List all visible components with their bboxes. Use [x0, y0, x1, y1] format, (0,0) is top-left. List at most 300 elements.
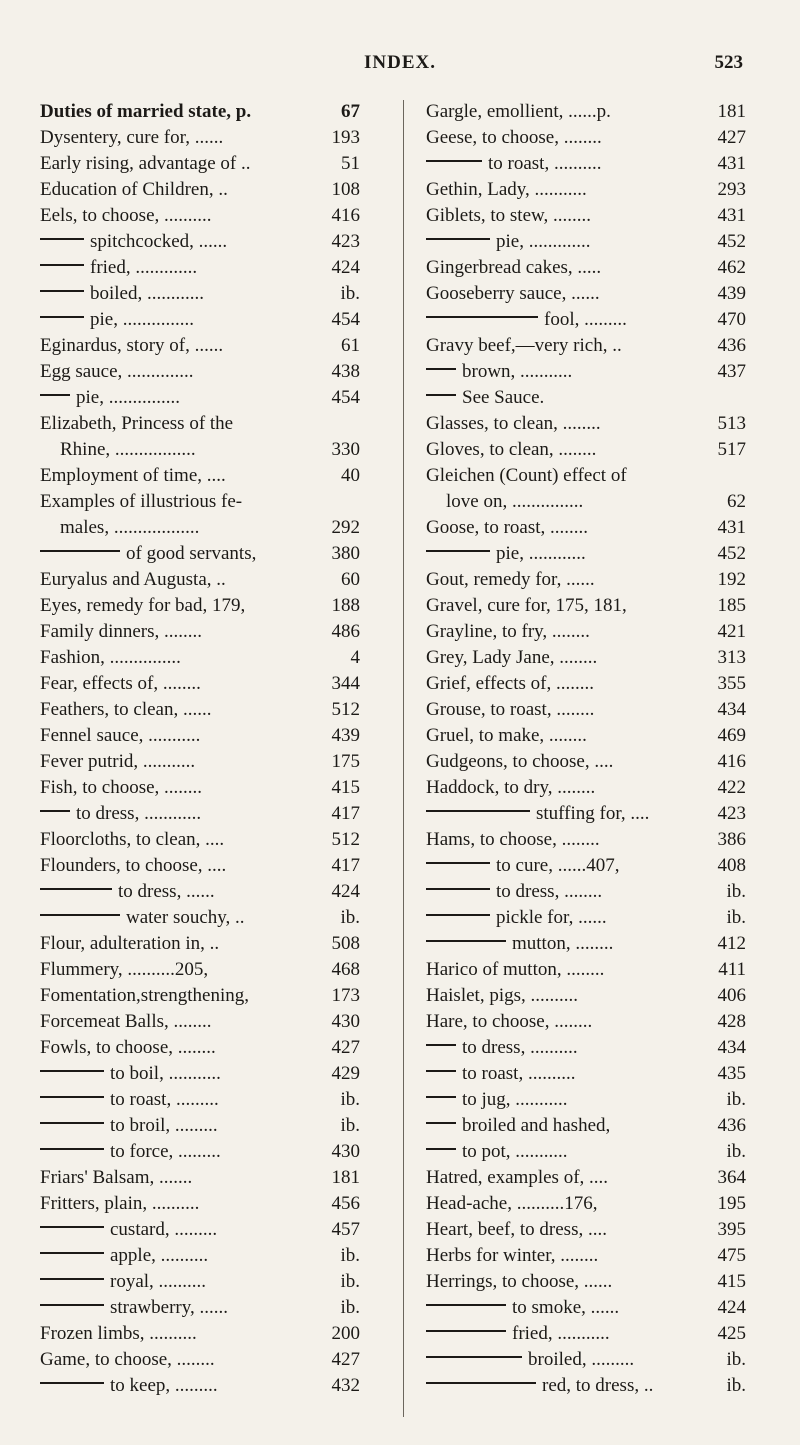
entry-text	[40, 1113, 218, 1139]
index-entry	[426, 567, 746, 593]
entry-label: to smoke, ......	[512, 1297, 620, 1318]
ditto-dash	[40, 1382, 104, 1384]
ditto-dash	[426, 1070, 456, 1072]
index-entry	[426, 385, 746, 411]
entry-page-number: 517	[717, 439, 746, 460]
entry-page-number: 432	[331, 1375, 360, 1396]
index-entry	[40, 931, 360, 957]
index-entry	[426, 125, 746, 151]
entry-page-number: 454	[331, 309, 360, 330]
index-entry	[426, 229, 746, 255]
entry-page-number: 436	[717, 335, 746, 356]
entry-page-number: 475	[717, 1245, 746, 1266]
entry-text	[40, 307, 194, 333]
entry-page-number: 470	[717, 309, 746, 330]
entry-page-number: 422	[717, 777, 746, 798]
index-entry	[426, 1113, 746, 1139]
entry-label: Heart, beef, to dress, ....	[426, 1219, 607, 1240]
index-entry	[40, 567, 360, 593]
entry-text	[40, 1217, 217, 1243]
entry-page-number: 4	[350, 647, 360, 668]
entry-label: custard, .........	[110, 1219, 218, 1240]
entry-text	[40, 489, 242, 515]
entry-page-number: 416	[331, 205, 360, 226]
index-entry	[426, 411, 746, 437]
entry-text	[40, 1321, 197, 1347]
index-entry	[40, 437, 360, 463]
entry-label: stuffing for, ....	[536, 803, 650, 824]
entry-text	[426, 801, 649, 827]
entry-page-number: 431	[717, 517, 746, 538]
entry-page-number: 355	[717, 673, 746, 694]
entry-page-number: 427	[331, 1349, 360, 1370]
entry-label: Flounders, to choose, ....	[40, 855, 227, 876]
index-entry	[40, 853, 360, 879]
ditto-dash	[426, 1356, 522, 1358]
entry-text	[40, 151, 251, 177]
entry-text	[40, 437, 196, 463]
ditto-dash	[40, 238, 84, 240]
index-entry	[40, 645, 360, 671]
page-header	[0, 52, 800, 82]
index-entry	[426, 697, 746, 723]
entry-page-number: ib.	[340, 1271, 360, 1292]
entry-page-number: 417	[331, 855, 360, 876]
entry-page-number: 185	[717, 595, 746, 616]
ditto-dash	[426, 394, 456, 396]
index-entry	[40, 593, 360, 619]
entry-page-number: 454	[331, 387, 360, 408]
index-entry	[40, 333, 360, 359]
entry-page-number: ib.	[726, 881, 746, 902]
index-entry	[40, 671, 360, 697]
index-entry	[426, 1347, 746, 1373]
entry-text	[426, 1217, 607, 1243]
entry-page-number: 416	[717, 751, 746, 772]
entry-text	[426, 1035, 578, 1061]
entry-text	[40, 775, 202, 801]
entry-page-number: 415	[717, 1271, 746, 1292]
index-entry	[40, 1035, 360, 1061]
entry-label: Herrings, to choose, ......	[426, 1271, 613, 1292]
entry-label: to broil, .........	[110, 1115, 218, 1136]
entry-page-number: 512	[331, 829, 360, 850]
entry-text	[40, 1035, 216, 1061]
entry-label: of good servants,	[126, 543, 257, 564]
index-entry	[426, 645, 746, 671]
entry-text	[426, 567, 595, 593]
entry-page-number: 40	[341, 465, 360, 486]
index-entry	[40, 1087, 360, 1113]
entry-label: Fowls, to choose, ........	[40, 1037, 216, 1058]
entry-label: to cure, ......407,	[496, 855, 620, 876]
entry-label: to force, .........	[110, 1141, 221, 1162]
entry-label: broiled, .........	[528, 1349, 635, 1370]
entry-label: Gravy beef,—very rich, ..	[426, 335, 622, 356]
entry-label: Goose, to roast, ........	[426, 517, 589, 538]
entry-page-number: 428	[717, 1011, 746, 1032]
entry-text	[426, 1113, 610, 1139]
index-entry	[426, 1373, 746, 1399]
entry-text	[426, 905, 607, 931]
ditto-dash	[40, 810, 70, 812]
index-entry	[40, 177, 360, 203]
index-entry	[426, 1191, 746, 1217]
entry-text	[426, 1087, 568, 1113]
entry-label: Gloves, to clean, ........	[426, 439, 597, 460]
entry-label: Gudgeons, to choose, ....	[426, 751, 614, 772]
entry-label: Giblets, to stew, ........	[426, 205, 592, 226]
ditto-dash	[40, 1278, 104, 1280]
index-entry	[40, 151, 360, 177]
entry-page-number: ib.	[340, 907, 360, 928]
index-entry	[426, 723, 746, 749]
index-entry	[40, 1295, 360, 1321]
entry-text	[40, 281, 204, 307]
index-entry	[426, 749, 746, 775]
entry-text	[426, 177, 587, 203]
entry-label: Grayline, to fry, ........	[426, 621, 590, 642]
entry-text	[40, 1269, 206, 1295]
index-entry	[40, 1113, 360, 1139]
entry-text	[40, 749, 195, 775]
entry-text	[40, 463, 226, 489]
index-entry	[426, 619, 746, 645]
index-entry	[426, 281, 746, 307]
index-entry	[40, 723, 360, 749]
index-entry	[426, 359, 746, 385]
entry-text	[40, 385, 180, 411]
index-entry	[426, 1165, 746, 1191]
entry-text	[40, 1009, 212, 1035]
ditto-dash	[426, 914, 490, 916]
entry-label: Gingerbread cakes, .....	[426, 257, 602, 278]
entry-text	[426, 151, 601, 177]
ditto-dash	[426, 888, 490, 890]
index-entry	[426, 775, 746, 801]
index-entry	[426, 1243, 746, 1269]
entry-page-number: 434	[717, 1037, 746, 1058]
entry-label: Gooseberry sauce, ......	[426, 283, 600, 304]
ditto-dash	[40, 1070, 104, 1072]
entry-label: Fashion, ...............	[40, 647, 181, 668]
index-entry	[40, 1165, 360, 1191]
entry-text	[426, 671, 594, 697]
index-entry	[426, 1269, 746, 1295]
entry-text	[426, 593, 627, 619]
entry-page-number: 429	[331, 1063, 360, 1084]
page-title: INDEX.	[364, 52, 436, 73]
entry-text	[426, 203, 591, 229]
index-entry	[426, 1009, 746, 1035]
entry-page-number: 415	[331, 777, 360, 798]
index-entry	[40, 307, 360, 333]
ditto-dash	[426, 1304, 506, 1306]
entry-page-number: 67	[341, 101, 360, 122]
entry-page-number: 195	[717, 1193, 746, 1214]
entry-page-number: 439	[717, 283, 746, 304]
ditto-dash	[40, 1226, 104, 1228]
entry-page-number: ib.	[340, 283, 360, 304]
index-entry	[40, 125, 360, 151]
entry-text	[426, 281, 600, 307]
entry-label: Duties of married state, p.	[40, 101, 252, 122]
entry-page-number: ib.	[726, 1375, 746, 1396]
entry-page-number: 424	[717, 1297, 746, 1318]
entry-text	[426, 723, 587, 749]
entry-text	[426, 931, 613, 957]
entry-text	[426, 983, 578, 1009]
index-entry	[40, 411, 360, 437]
index-entry	[426, 983, 746, 1009]
entry-text	[40, 827, 224, 853]
entry-page-number: 61	[341, 335, 360, 356]
entry-text	[426, 255, 601, 281]
entry-text	[40, 1243, 208, 1269]
ditto-dash	[426, 368, 456, 370]
entry-label: Flour, adulteration in, ..	[40, 933, 220, 954]
ditto-dash	[40, 1096, 104, 1098]
index-entry	[40, 957, 360, 983]
entry-label: strawberry, ......	[110, 1297, 229, 1318]
entry-label: fool, .........	[544, 309, 627, 330]
index-entry	[426, 307, 746, 333]
entry-label: Flummery, ..........205,	[40, 959, 209, 980]
entry-page-number: 181	[331, 1167, 360, 1188]
entry-label: Grouse, to roast, ........	[426, 699, 595, 720]
ditto-dash	[426, 862, 490, 864]
entry-page-number: 292	[331, 517, 360, 538]
index-entry	[426, 203, 746, 229]
index-entry	[40, 801, 360, 827]
entry-text	[40, 229, 227, 255]
ditto-dash	[426, 160, 482, 162]
entry-label: Herbs for winter, ........	[426, 1245, 599, 1266]
index-entry	[426, 463, 746, 489]
entry-label: Egg sauce, ..............	[40, 361, 194, 382]
entry-label: Haislet, pigs, ..........	[426, 985, 578, 1006]
entry-page-number: 508	[331, 933, 360, 954]
entry-page-number: 412	[717, 933, 746, 954]
ditto-dash	[40, 316, 84, 318]
entry-label: to roast, .........	[110, 1089, 219, 1110]
ditto-dash	[426, 1122, 456, 1124]
index-entry	[426, 99, 746, 125]
index-entry	[40, 99, 360, 125]
index-entry	[40, 1347, 360, 1373]
column-divider	[403, 100, 404, 1417]
index-entry	[426, 1321, 746, 1347]
entry-page-number: 425	[717, 1323, 746, 1344]
entry-page-number: ib.	[726, 1349, 746, 1370]
index-column-right	[426, 99, 746, 1399]
index-entry	[426, 1295, 746, 1321]
index-entry	[40, 1009, 360, 1035]
entry-text	[40, 1061, 221, 1087]
index-entry	[426, 255, 746, 281]
entry-label: to jug, ...........	[462, 1089, 568, 1110]
entry-label: brown, ...........	[462, 361, 573, 382]
entry-text	[426, 99, 611, 125]
entry-text	[40, 593, 245, 619]
entry-text	[426, 411, 601, 437]
entry-page-number: 456	[331, 1193, 360, 1214]
index-entry	[40, 1191, 360, 1217]
entry-label: Hare, to choose, ........	[426, 1011, 593, 1032]
entry-label: Grey, Lady Jane, ........	[426, 647, 598, 668]
ditto-dash	[40, 290, 84, 292]
index-entry	[40, 1321, 360, 1347]
index-entry	[40, 1243, 360, 1269]
entry-text	[426, 775, 595, 801]
entry-page-number: 411	[718, 959, 746, 980]
index-entry	[40, 385, 360, 411]
entry-page-number: 200	[331, 1323, 360, 1344]
entry-label: males, ..................	[60, 517, 200, 538]
entry-page-number: 513	[717, 413, 746, 434]
index-entry	[426, 957, 746, 983]
entry-text	[40, 203, 212, 229]
entry-page-number: 175	[331, 751, 360, 772]
entry-label: Eginardus, story of, ......	[40, 335, 224, 356]
entry-text	[426, 697, 594, 723]
index-entry	[426, 1217, 746, 1243]
ditto-dash	[426, 550, 490, 552]
entry-label: broiled and hashed,	[462, 1115, 611, 1136]
entry-text	[426, 437, 596, 463]
entry-page-number: 486	[331, 621, 360, 642]
entry-page-number: 344	[331, 673, 360, 694]
entry-page-number: 462	[717, 257, 746, 278]
ditto-dash	[40, 914, 120, 916]
entry-text	[40, 1165, 192, 1191]
entry-label: Fritters, plain, ..........	[40, 1193, 200, 1214]
ditto-dash	[40, 888, 112, 890]
entry-text	[426, 1165, 608, 1191]
entry-text	[426, 333, 622, 359]
entry-label: Gargle, emollient, ......p.	[426, 101, 611, 122]
entry-label: Fever putrid, ...........	[40, 751, 196, 772]
entry-label: Family dinners, ........	[40, 621, 203, 642]
entry-page-number: 181	[717, 101, 746, 122]
index-entry	[40, 203, 360, 229]
entry-text	[40, 879, 215, 905]
index-entry	[426, 827, 746, 853]
entry-text	[426, 827, 600, 853]
entry-label: Fennel sauce, ...........	[40, 725, 201, 746]
ditto-dash	[40, 1122, 104, 1124]
entry-page-number: 431	[717, 205, 746, 226]
ditto-dash	[426, 940, 506, 942]
entry-page-number: 424	[331, 257, 360, 278]
entry-label: to roast, ..........	[462, 1063, 576, 1084]
entry-text	[40, 1347, 215, 1373]
entry-page-number: ib.	[340, 1089, 360, 1110]
entry-label: apple, ..........	[110, 1245, 209, 1266]
entry-page-number: 437	[717, 361, 746, 382]
ditto-dash	[40, 394, 70, 396]
entry-text	[426, 463, 627, 489]
ditto-dash	[426, 1382, 536, 1384]
index-entry	[426, 593, 746, 619]
index-entry	[426, 1087, 746, 1113]
entry-text	[40, 853, 226, 879]
entry-page-number: 435	[717, 1063, 746, 1084]
entry-text	[40, 333, 223, 359]
entry-text	[40, 411, 233, 437]
entry-page-number: ib.	[726, 1141, 746, 1162]
index-entry	[40, 1139, 360, 1165]
entry-page-number: 330	[331, 439, 360, 460]
entry-text	[426, 541, 586, 567]
entry-label: royal, ..........	[110, 1271, 207, 1292]
entry-page-number: 386	[717, 829, 746, 850]
entry-label: to dress, ............	[76, 803, 202, 824]
entry-text	[426, 1373, 653, 1399]
entry-page-number: 293	[717, 179, 746, 200]
entry-label: Forcemeat Balls, ........	[40, 1011, 212, 1032]
entry-label: to pot, ...........	[462, 1141, 568, 1162]
entry-label: Gethin, Lady, ...........	[426, 179, 587, 200]
entry-text	[40, 1087, 219, 1113]
index-entry	[426, 177, 746, 203]
ditto-dash	[426, 1096, 456, 1098]
entry-page-number: 468	[331, 959, 360, 980]
entry-text	[40, 1191, 199, 1217]
entry-label: Eyes, remedy for bad, 179,	[40, 595, 246, 616]
index-entry	[40, 879, 360, 905]
index-entry	[426, 879, 746, 905]
entry-page-number: 438	[331, 361, 360, 382]
entry-text	[40, 125, 223, 151]
entry-page-number: 427	[717, 127, 746, 148]
entry-page-number: 424	[331, 881, 360, 902]
entry-label: boiled, ............	[90, 283, 204, 304]
entry-text	[426, 645, 597, 671]
entry-label: Floorcloths, to clean, ....	[40, 829, 225, 850]
entry-page-number: 108	[331, 179, 360, 200]
entry-label: Fish, to choose, ........	[40, 777, 203, 798]
index-entry	[426, 151, 746, 177]
entry-label: Friars' Balsam, .......	[40, 1167, 193, 1188]
entry-text	[40, 515, 199, 541]
entry-text	[426, 489, 583, 515]
entry-label: love on, ...............	[446, 491, 584, 512]
entry-text	[426, 1061, 575, 1087]
entry-label: water souchy, ..	[126, 907, 245, 928]
entry-label: Gleichen (Count) effect of	[426, 465, 627, 486]
entry-label: pickle for, ......	[496, 907, 607, 928]
entry-label: Early rising, advantage of ..	[40, 153, 251, 174]
entry-text	[426, 307, 627, 333]
entry-text	[426, 957, 604, 983]
index-entry	[426, 853, 746, 879]
entry-page-number: 431	[717, 153, 746, 174]
entry-label: Elizabeth, Princess of the	[40, 413, 234, 434]
entry-page-number: ib.	[340, 1245, 360, 1266]
index-entry	[40, 359, 360, 385]
entry-text	[426, 1321, 610, 1347]
entry-label: spitchcocked, ......	[90, 231, 228, 252]
entry-page-number: 313	[717, 647, 746, 668]
entry-text	[40, 541, 256, 567]
entry-page-number: 192	[717, 569, 746, 590]
index-entry	[426, 931, 746, 957]
entry-label: Gout, remedy for, ......	[426, 569, 595, 590]
entry-label: See Sauce.	[462, 387, 545, 408]
entry-label: to dress, ........	[496, 881, 603, 902]
index-entry	[40, 827, 360, 853]
